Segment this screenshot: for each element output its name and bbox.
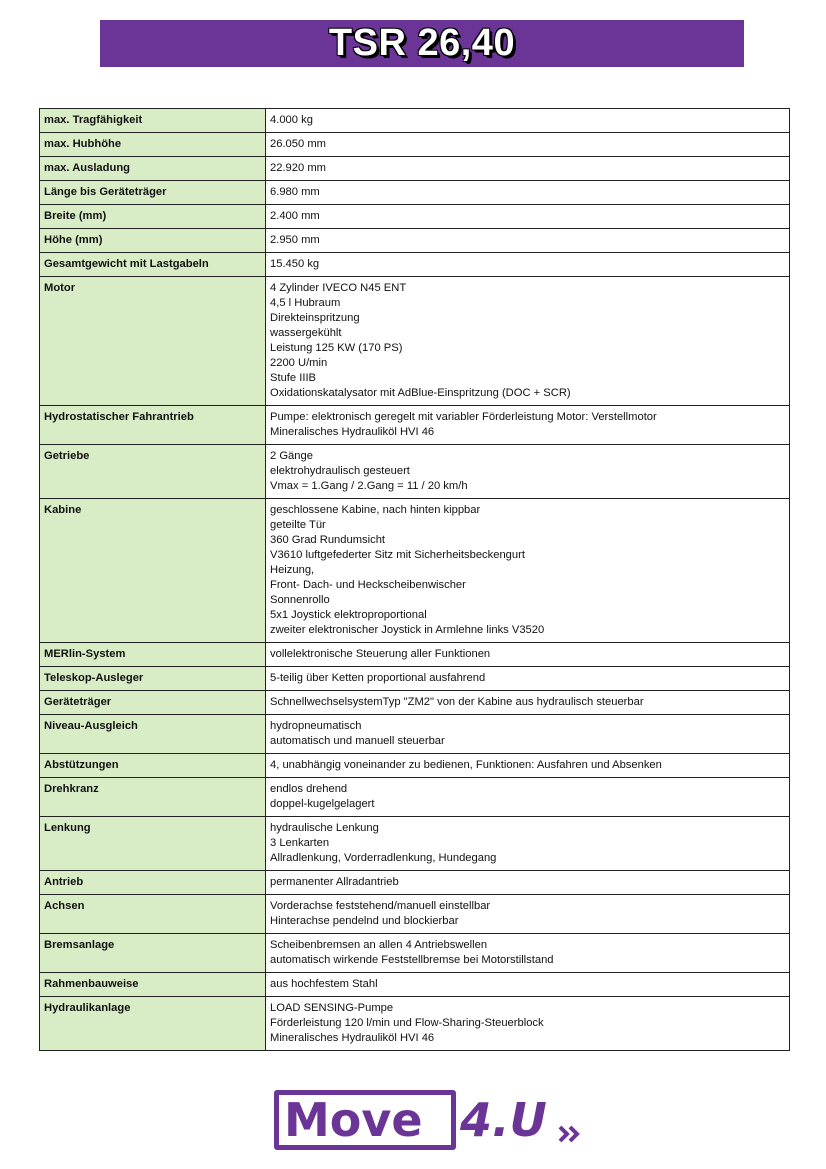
spec-value-line: 3 Lenkarten <box>270 837 330 849</box>
spec-value <box>266 715 790 754</box>
spec-value-line: 4.000 kg <box>270 114 313 126</box>
spec-table-body <box>40 109 790 1051</box>
spec-label: Getriebe <box>40 445 266 499</box>
spec-row <box>40 778 790 817</box>
spec-value <box>266 445 790 499</box>
spec-label: max. Ausladung <box>40 157 266 181</box>
spec-value-line: automatisch und manuell steuerbar <box>270 735 445 747</box>
spec-row <box>40 667 790 691</box>
spec-value-line: Stufe IIIB <box>270 372 317 384</box>
spec-label: Bremsanlage <box>40 934 266 973</box>
spec-value-line: hydropneumatisch <box>270 720 362 732</box>
spec-label: Motor <box>40 277 266 406</box>
spec-label: max. Tragfähigkeit <box>40 109 266 133</box>
spec-value <box>266 277 790 406</box>
spec-value-line: Scheibenbremsen an allen 4 Antriebswellen <box>270 939 488 951</box>
spec-value <box>266 205 790 229</box>
logo-suffix: 4.U <box>460 1093 547 1147</box>
title-banner <box>100 20 744 67</box>
spec-row <box>40 754 790 778</box>
spec-label: MERlin-System <box>40 643 266 667</box>
spec-value-line: elektrohydraulisch gesteuert <box>270 465 410 477</box>
spec-row <box>40 205 790 229</box>
spec-row <box>40 229 790 253</box>
spec-table <box>39 108 790 1051</box>
spec-label: Höhe (mm) <box>40 229 266 253</box>
spec-value-line: automatisch wirkende Feststellbremse bei Motorstillstand <box>270 954 554 966</box>
spec-label: Rahmenbauweise <box>40 973 266 997</box>
spec-value-line: 6.980 mm <box>270 186 320 198</box>
spec-value-line: doppel-kugelgelagert <box>270 798 375 810</box>
spec-value-line: vollelektronische Steuerung aller Funktionen <box>270 648 491 660</box>
spec-value-line: 5-teilig über Ketten proportional ausfahrend <box>270 672 486 684</box>
spec-value <box>266 643 790 667</box>
spec-label: Breite (mm) <box>40 205 266 229</box>
spec-value <box>266 817 790 871</box>
spec-label: Antrieb <box>40 871 266 895</box>
spec-value-line: geteilte Tür <box>270 519 326 531</box>
spec-row <box>40 691 790 715</box>
spec-value-line: geschlossene Kabine, nach hinten kippbar <box>270 504 481 516</box>
spec-label: Niveau-Ausgleich <box>40 715 266 754</box>
spec-row <box>40 934 790 973</box>
spec-value-line: 2.400 mm <box>270 210 320 222</box>
spec-value-line: 22.920 mm <box>270 162 326 174</box>
logo-word: Move <box>284 1093 423 1147</box>
spec-value <box>266 109 790 133</box>
spec-value <box>266 871 790 895</box>
spec-label: Teleskop-Ausleger <box>40 667 266 691</box>
spec-row <box>40 895 790 934</box>
spec-row <box>40 871 790 895</box>
spec-value-line: wassergekühlt <box>270 327 342 339</box>
spec-value <box>266 997 790 1051</box>
spec-row <box>40 973 790 997</box>
spec-value <box>266 253 790 277</box>
spec-value <box>266 229 790 253</box>
spec-value <box>266 934 790 973</box>
spec-value <box>266 406 790 445</box>
spec-value-line: Pumpe: elektronisch geregelt mit variabler Förderleistung Motor: Verstellmotor <box>270 411 657 423</box>
spec-value-line: aus hochfestem Stahl <box>270 978 378 990</box>
spec-value-line: 4 Zylinder IVECO N45 ENT <box>270 282 407 294</box>
spec-label: Gesamtgewicht mit Lastgabeln <box>40 253 266 277</box>
spec-value-line: 2 Gänge <box>270 450 313 462</box>
spec-row <box>40 109 790 133</box>
spec-value <box>266 973 790 997</box>
spec-row <box>40 643 790 667</box>
spec-value-line: Mineralisches Hydrauliköl HVI 46 <box>270 1032 435 1044</box>
spec-value <box>266 133 790 157</box>
spec-row <box>40 181 790 205</box>
spec-value <box>266 778 790 817</box>
spec-value-line: 2200 U/min <box>270 357 328 369</box>
spec-value-line: hydraulische Lenkung <box>270 822 379 834</box>
spec-label: Hydrostatischer Fahrantrieb <box>40 406 266 445</box>
move4u-logo <box>274 1088 594 1154</box>
spec-row <box>40 499 790 643</box>
spec-value-line: 2.950 mm <box>270 234 320 246</box>
spec-value <box>266 667 790 691</box>
spec-value-line: Hinterachse pendelnd und blockierbar <box>270 915 459 927</box>
spec-value-line: LOAD SENSING-Pumpe <box>270 1002 394 1014</box>
spec-row <box>40 277 790 406</box>
spec-row <box>40 997 790 1051</box>
spec-value-line: 4,5 l Hubraum <box>270 297 341 309</box>
spec-label: Lenkung <box>40 817 266 871</box>
spec-value-line: 5x1 Joystick elektroproportional <box>270 609 427 621</box>
spec-value <box>266 157 790 181</box>
spec-label: Hydraulikanlage <box>40 997 266 1051</box>
spec-value-line: Mineralisches Hydrauliköl HVI 46 <box>270 426 435 438</box>
spec-value-line: 15.450 kg <box>270 258 320 270</box>
spec-value-line: Leistung 125 KW (170 PS) <box>270 342 403 354</box>
spec-value-line: 26.050 mm <box>270 138 326 150</box>
spec-value-line: 360 Grad Rundumsicht <box>270 534 386 546</box>
spec-label: Geräteträger <box>40 691 266 715</box>
document-title: TSR 26,40 <box>328 22 516 64</box>
spec-value-line: Direkteinspritzung <box>270 312 360 324</box>
spec-value-line: Förderleistung 120 l/min und Flow-Sharing-Steuerblock <box>270 1017 544 1029</box>
spec-label: Abstützungen <box>40 754 266 778</box>
spec-label: Drehkranz <box>40 778 266 817</box>
spec-row <box>40 817 790 871</box>
spec-value-line: Allradlenkung, Vorderradlenkung, Hundegang <box>270 852 497 864</box>
spec-value-line: endlos drehend <box>270 783 348 795</box>
spec-value <box>266 691 790 715</box>
spec-row <box>40 133 790 157</box>
spec-label: Länge bis Geräteträger <box>40 181 266 205</box>
spec-value-line: Heizung, <box>270 564 315 576</box>
spec-row <box>40 406 790 445</box>
spec-value-line: SchnellwechselsystemTyp "ZM2" von der Kabine aus hydraulisch steuerbar <box>270 696 644 708</box>
spec-value <box>266 754 790 778</box>
spec-row <box>40 157 790 181</box>
double-chevron-right-icon <box>558 1124 582 1144</box>
spec-value-line: Vorderachse feststehend/manuell einstellbar <box>270 900 491 912</box>
spec-label: Kabine <box>40 499 266 643</box>
spec-row <box>40 715 790 754</box>
spec-value-line: permanenter Allradantrieb <box>270 876 399 888</box>
spec-value <box>266 895 790 934</box>
spec-value <box>266 499 790 643</box>
spec-value-line: Vmax = 1.Gang / 2.Gang = 11 / 20 km/h <box>270 480 468 492</box>
spec-value-line: Front- Dach- und Heckscheibenwischer <box>270 579 466 591</box>
spec-row <box>40 445 790 499</box>
spec-value-line: zweiter elektronischer Joystick in Armlehne links V3520 <box>270 624 545 636</box>
spec-label: Achsen <box>40 895 266 934</box>
spec-value-line: 4, unabhängig voneinander zu bedienen, Funktionen: Ausfahren und Absenken <box>270 759 662 771</box>
spec-row <box>40 253 790 277</box>
spec-value-line: Oxidationskatalysator mit AdBlue-Einspritzung (DOC + SCR) <box>270 387 571 399</box>
spec-value-line: V3610 luftgefederter Sitz mit Sicherheitsbeckengurt <box>270 549 525 561</box>
spec-value <box>266 181 790 205</box>
spec-value-line: Sonnenrollo <box>270 594 330 606</box>
spec-label: max. Hubhöhe <box>40 133 266 157</box>
